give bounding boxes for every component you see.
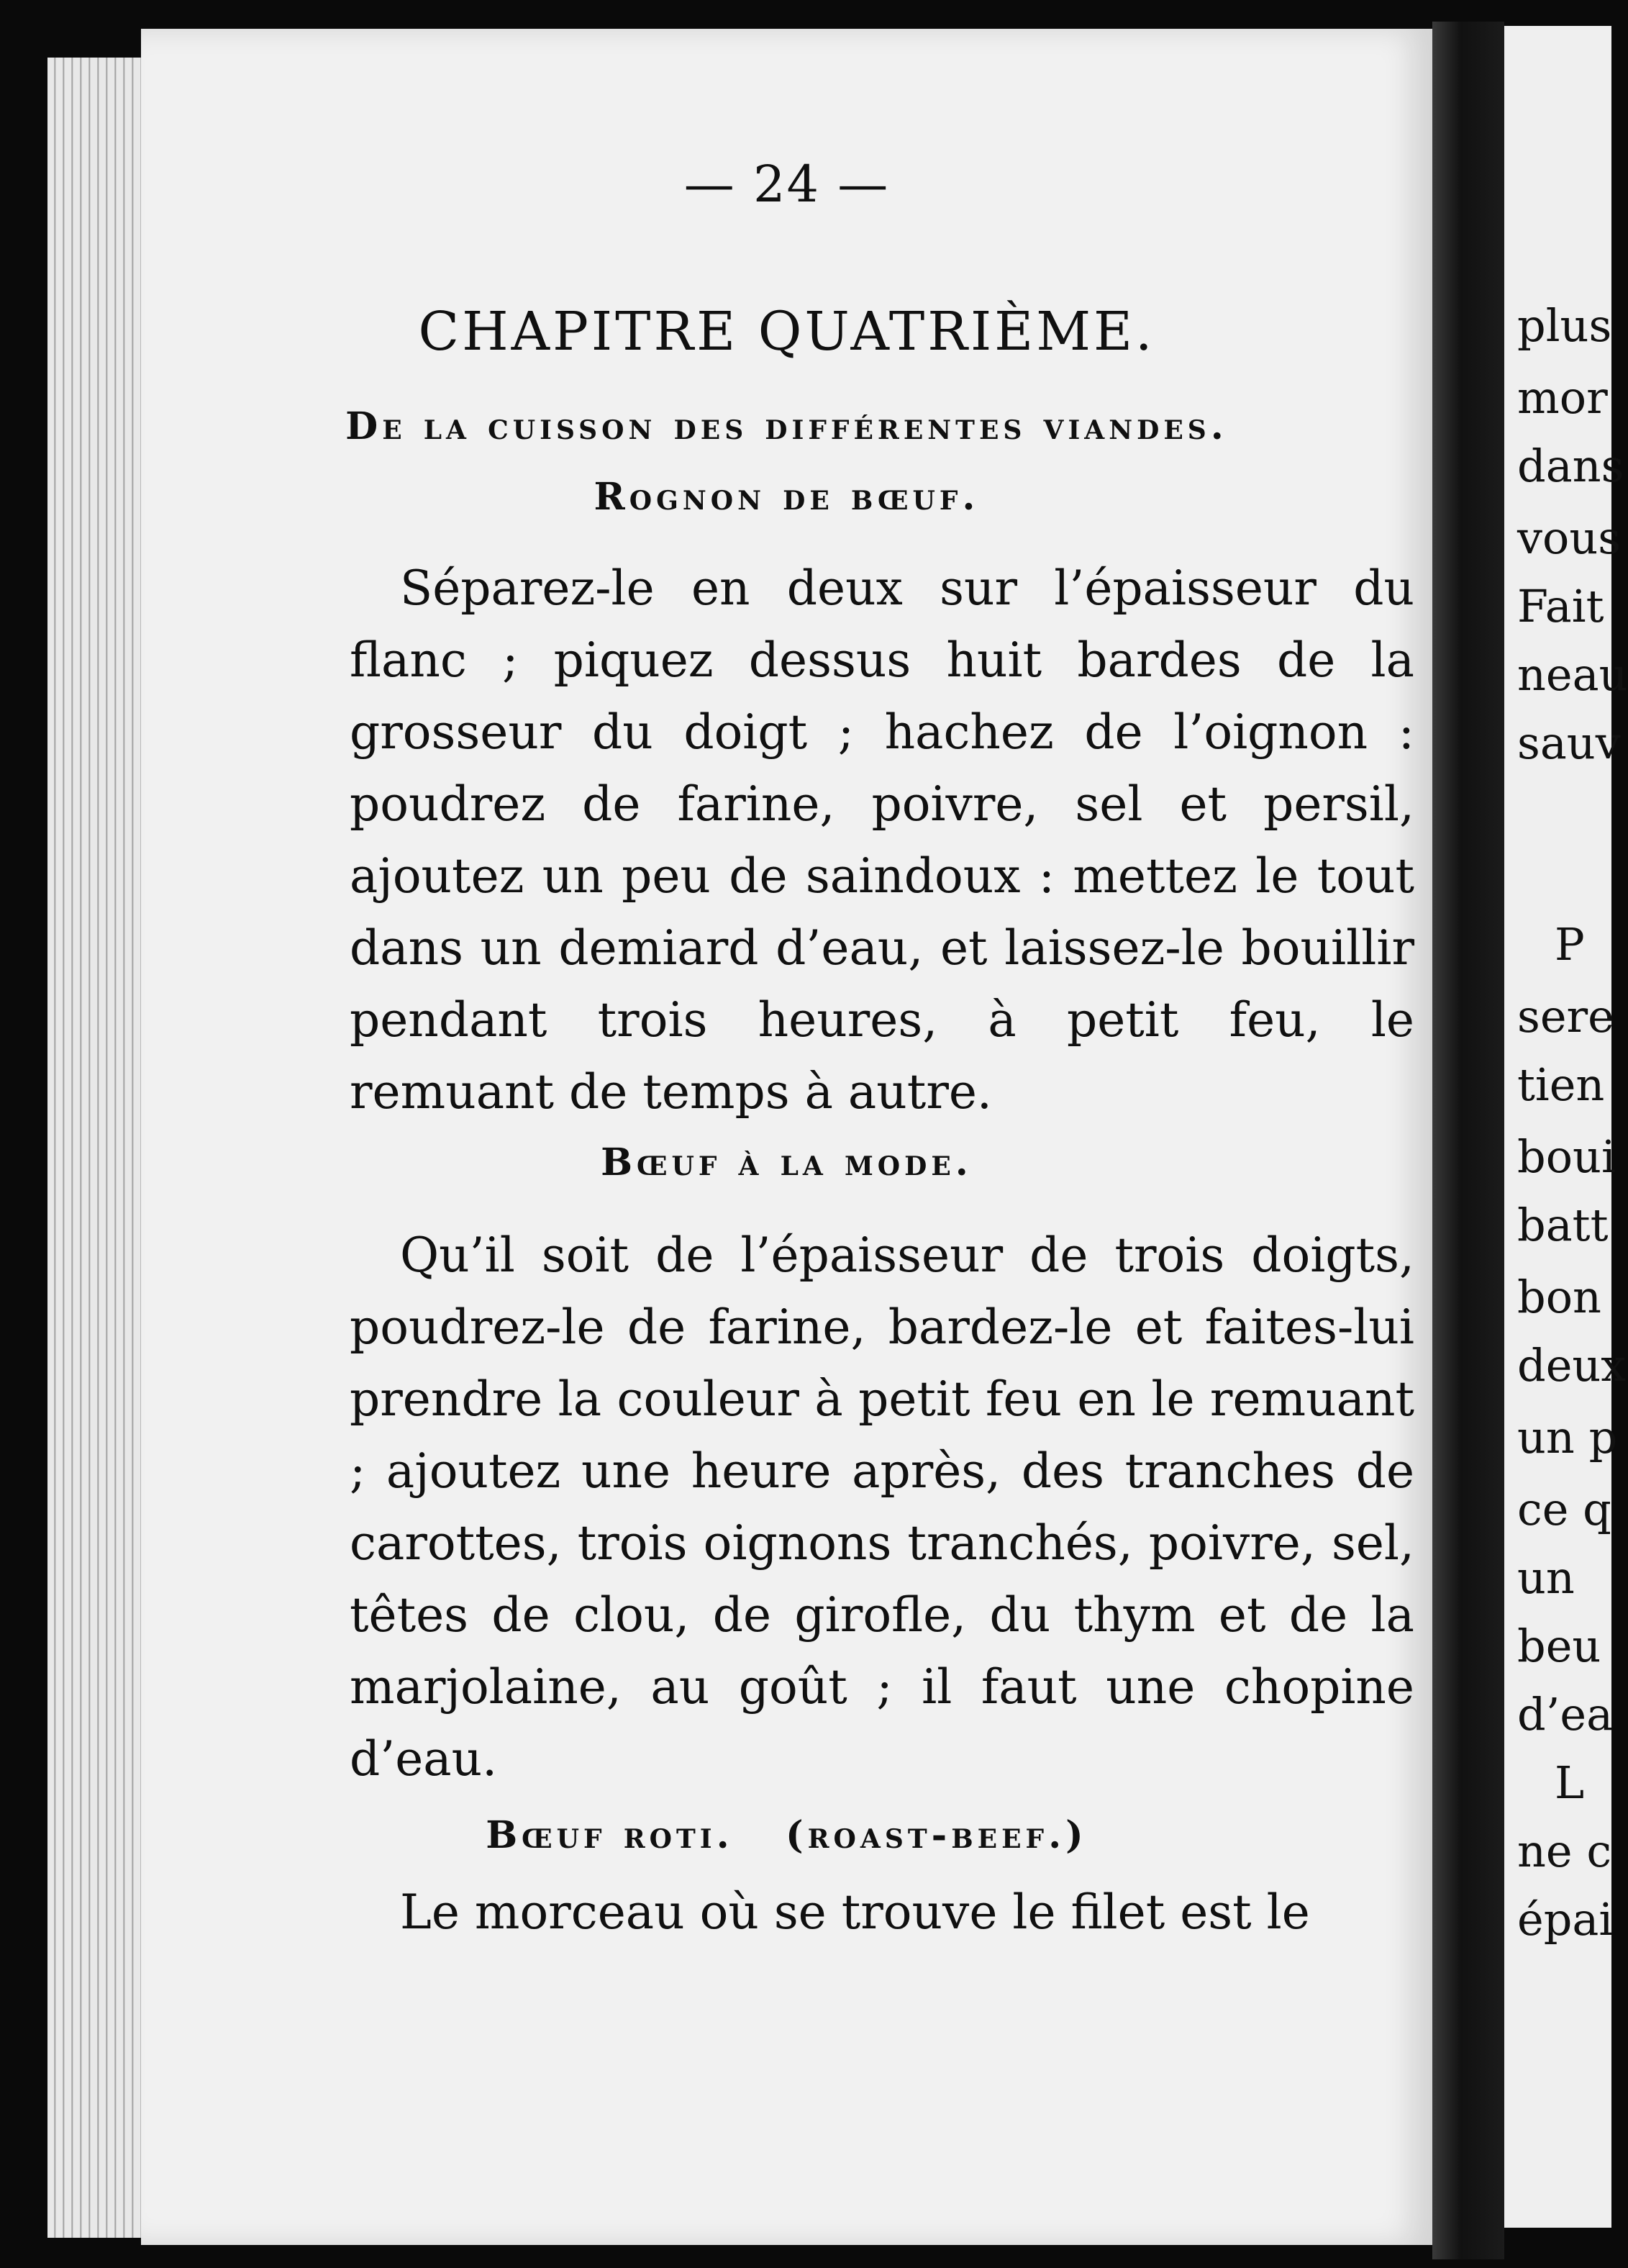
recipe-text-rognon: Séparez-le en deux sur l’épaisseur du flanc ; piquez dessus huit bardes de la grosseur du doigt ; hachez de l’oignon : poudrez de farine, poivre, sel et persil, ajoutez un peu de saindoux : mettez le tout dans un demiard d’eau, et laissez-le bouillir pendant trois heures, à petit feu, le remuant de temps à autre. [350, 561, 1414, 1120]
next-page-fragment: d’ea [1517, 1688, 1614, 1741]
next-page-fragment: batt [1517, 1199, 1609, 1251]
page-stack-edges [47, 58, 148, 2238]
page-content [141, 29, 1432, 2245]
next-page-fragment: vous [1517, 512, 1622, 564]
next-page-fragment: sauv [1517, 717, 1621, 769]
section-title: De la cuisson des différentes viandes. [345, 404, 1228, 448]
next-page-fragment: bon [1517, 1271, 1601, 1323]
next-page-fragment: épai [1517, 1893, 1614, 1946]
book-gutter [1432, 22, 1504, 2259]
next-page-fragment: L [1555, 1756, 1585, 1809]
next-page-fragment: beu [1517, 1620, 1601, 1672]
next-page-fragment: un p [1517, 1411, 1618, 1464]
recipe-text-boeuf-mode: Qu’il soit de l’épaisseur de trois doigts, poudrez-le de farine, bardez-le et faites-lui prendre la couleur à petit feu en le remuant ; ajoutez une heure après, des tranches de carottes, trois oignons tranchés, poivre, sel, têtes de clou, de girofle, du thym et de la marjolaine, au goût ; il faut une chopine d’eau. [350, 1228, 1414, 1787]
book-page [141, 29, 1432, 2245]
recipe-title-boeuf-roti: Bœuf roti. (roast-beef.) [486, 1813, 1088, 1857]
recipe-title-boeuf-mode: Bœuf à la mode. [601, 1140, 973, 1184]
next-page-fragment: ce q [1517, 1483, 1611, 1536]
next-page-fragment: sere [1517, 990, 1614, 1043]
next-page-fragment: tien [1517, 1058, 1605, 1111]
next-page-fragment: boui [1517, 1130, 1616, 1183]
chapter-title: CHAPITRE QUATRIÈME. [418, 301, 1155, 363]
next-page-fragment: Fait [1517, 580, 1604, 632]
page-number: — 24 — [683, 155, 890, 214]
recipe-title-rognon: Rognon de bœuf. [594, 475, 980, 519]
next-page-fragment: P [1555, 918, 1585, 971]
next-page-fragment: plus [1517, 299, 1612, 352]
next-page-fragment: mor [1517, 371, 1608, 424]
recipe-text-boeuf-roti: Le morceau où se trouve le filet est le [400, 1884, 1310, 1940]
next-page-fragment: deux [1517, 1339, 1627, 1392]
next-page-fragment: neau [1517, 648, 1628, 701]
next-page-fragment: ne c [1517, 1825, 1612, 1877]
next-page-fragment: un [1517, 1551, 1575, 1604]
next-page-fragment: dans [1517, 440, 1624, 492]
next-page-edge [1504, 26, 1628, 2228]
